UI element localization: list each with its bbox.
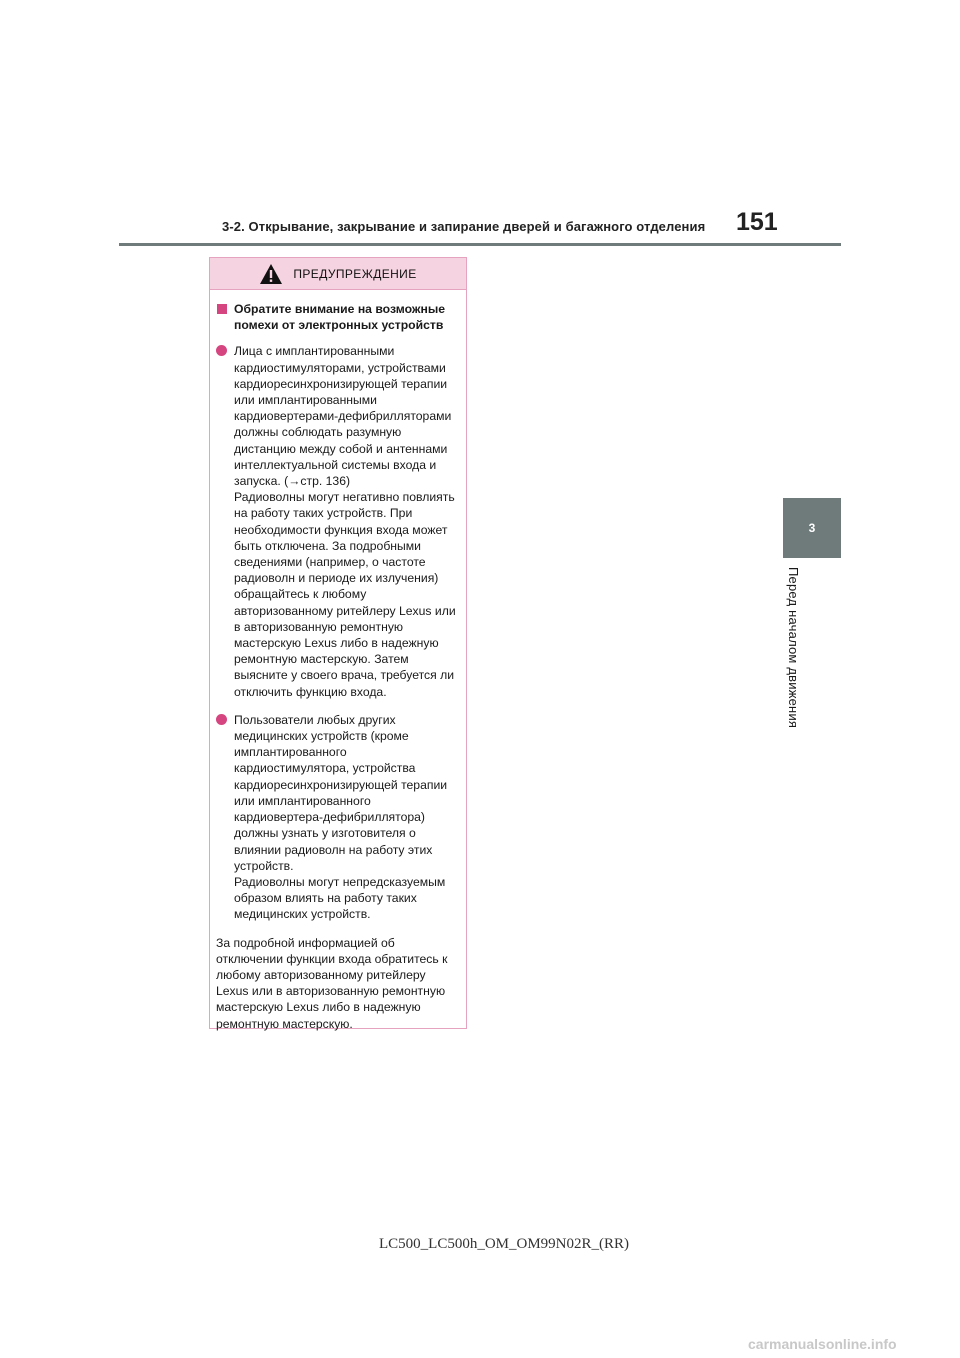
item-paragraph: Радиоволны могут негативно повлиять на работу таких устройств. При необходимости функция входа может быть отключена. За подробными сведениями (например, о частоте радиоволн и периоде их излучения) обращайтесь к любому авторизованному ритейлеру Lexus или в авторизованную ремонтную мастерскую Lexus либо в надежную ремонтную мастерскую. Затем выясните у своего врача, требуется ли отключить функцию входа. bbox=[234, 490, 456, 699]
warning-body bbox=[210, 290, 466, 1032]
watermark: carmanualsonline.info bbox=[748, 1336, 897, 1352]
document-code: LC500_LC500h_OM_OM99N02R_(RR) bbox=[379, 1236, 630, 1252]
chapter-number: 3 bbox=[808, 521, 816, 535]
header-divider bbox=[119, 243, 841, 246]
circle-bullet-icon bbox=[216, 345, 227, 356]
subhead-text: Обратите внимание на возможные помехи от электронных устройств bbox=[234, 302, 446, 333]
page-number: 151 bbox=[736, 208, 778, 236]
chapter-label: Перед началом движения bbox=[786, 567, 801, 729]
item-paragraph: Лица с имплантированными кардиостимуляторами, устройствами кардиоресинхронизирующей терапии или имплантированными кардиовертерами-дефибрилляторами должны соблюдать разумную дистанцию между собой и антеннами интеллектуальной системы входа и запуска. (→стр. 136) bbox=[234, 344, 452, 489]
warning-box bbox=[209, 257, 467, 1029]
list-item bbox=[216, 712, 457, 923]
list-item bbox=[216, 343, 457, 699]
circle-bullet-icon bbox=[216, 714, 227, 725]
closing-paragraph bbox=[216, 935, 457, 1032]
section-title: 3-2. Открывание, закрывание и запирание дверей и багажного отделения bbox=[222, 219, 706, 234]
warning-header bbox=[210, 258, 466, 290]
square-bullet-icon bbox=[217, 304, 227, 314]
closing-text: За подробной информацией об отключении функции входа обратитесь к любому авторизованному ритейлеру Lexus или в авторизованную ремонтную мастерскую Lexus либо в надежную ремонтную мастерскую. bbox=[216, 935, 448, 1031]
item-paragraph: Пользователи любых других медицинских устройств (кроме имплантированного кардиостимулятора, устройства кардиоресинхронизирующей терапии или имплантированного кардиовертера-дефибриллятора) должны узнать у изготовителя о влиянии радиоволн на работу этих устройств. bbox=[234, 712, 448, 873]
item-paragraph: Радиоволны могут непредсказуемым образом влиять на работу таких медицинских устройств. bbox=[234, 874, 446, 922]
warning-title: ПРЕДУПРЕЖДЕНИЕ bbox=[293, 266, 417, 281]
chapter-tab bbox=[783, 498, 841, 558]
warning-subhead bbox=[216, 301, 457, 333]
warning-icon bbox=[259, 263, 283, 285]
